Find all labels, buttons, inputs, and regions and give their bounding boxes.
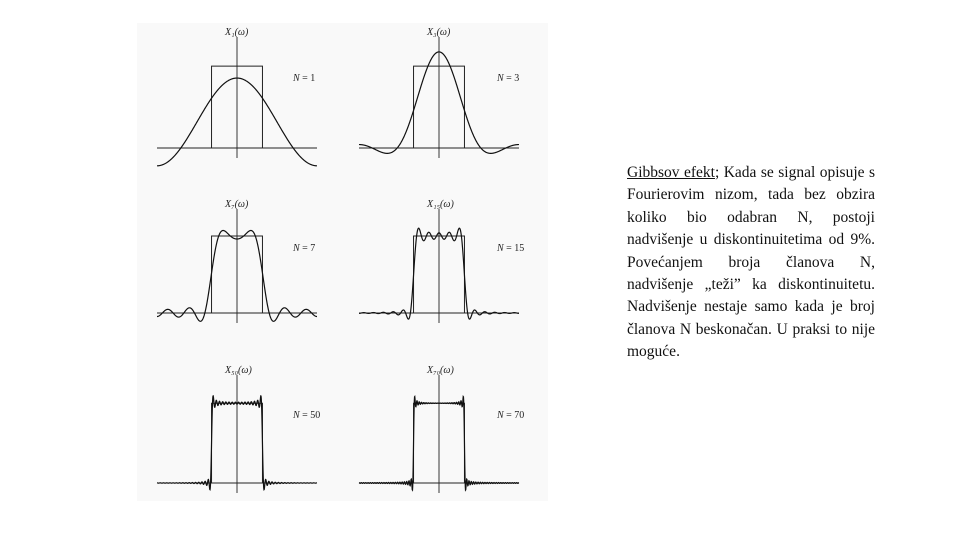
panel-n-label: N = 3 xyxy=(497,73,520,85)
panel-title: X₇(ω) xyxy=(225,199,249,210)
description-text xyxy=(627,162,875,364)
panel-n-label: N = 70 xyxy=(497,410,525,422)
panel-title: X₅₀(ω) xyxy=(225,365,252,376)
description-heading: Gibbsov efekt xyxy=(627,164,715,181)
panel-n-label: N = 50 xyxy=(293,410,321,422)
panel-1 xyxy=(157,37,317,166)
panel-title: X₁(ω) xyxy=(225,27,249,38)
panel-5 xyxy=(157,375,317,493)
panel-6 xyxy=(359,375,519,493)
description-body: ; Kada se signal opisuje s Fourierovim nizom, tada bez obzira koliko bio odabran N, postoji nadvišenje u diskontinuitetima od 9%. Povećanjem broja članova N, nadvišenje „teži” ka diskontinuitetu. Nadvišenje nestaje samo kada je broj članova N beskonačan. U praksi to nije moguće. xyxy=(627,164,875,361)
panel-3 xyxy=(157,209,317,323)
panel-n-label: N = 15 xyxy=(497,242,525,254)
panel-4 xyxy=(359,209,519,323)
gibbs-plots xyxy=(137,23,548,501)
panel-title: X₇₀(ω) xyxy=(427,365,454,376)
panel-2 xyxy=(359,37,519,158)
panel-n-label: N = 1 xyxy=(293,73,316,85)
panel-n-label: N = 7 xyxy=(293,242,316,254)
panel-title: X₃(ω) xyxy=(427,27,451,38)
panel-title: X₁₅(ω) xyxy=(427,199,454,210)
gibbs-figure xyxy=(137,23,548,501)
